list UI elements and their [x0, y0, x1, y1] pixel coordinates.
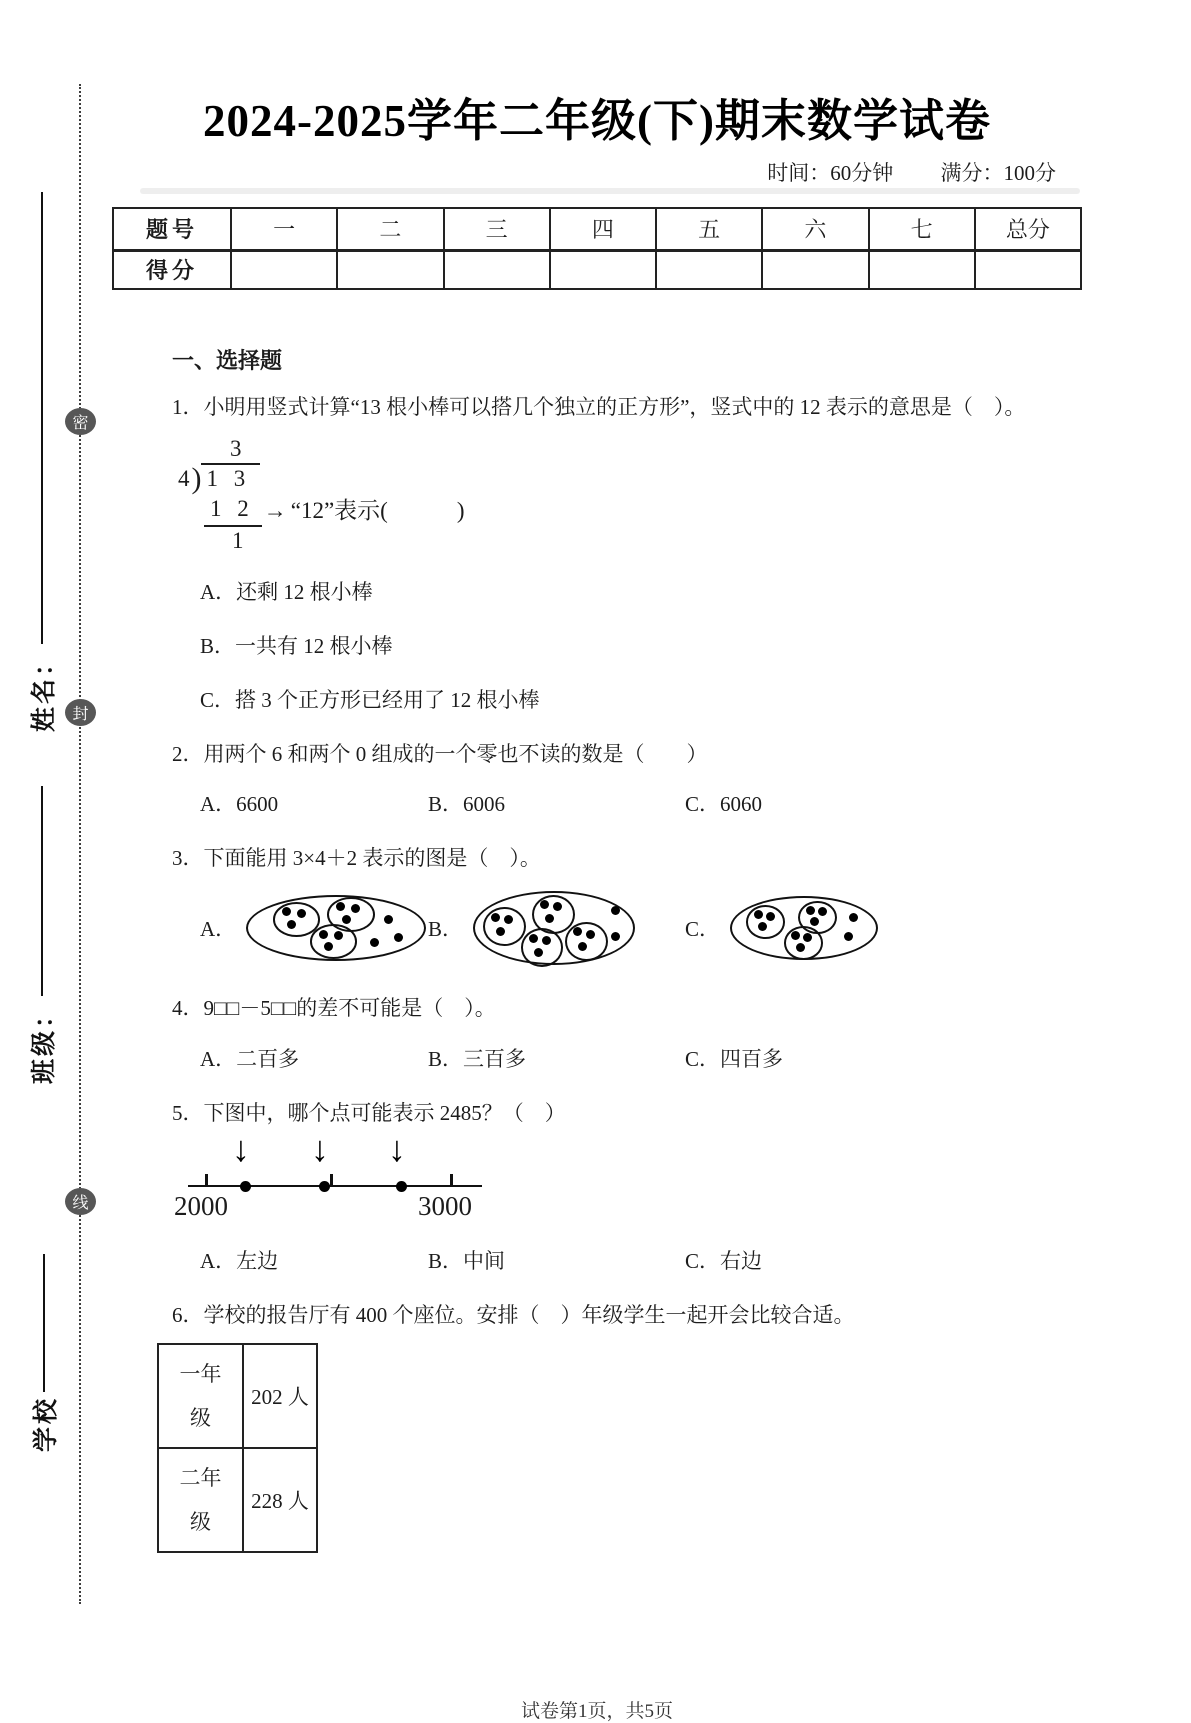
option-c	[200, 684, 1082, 714]
option-text: 搭 3 个正方形已经用了 12 根小棒	[235, 687, 540, 712]
dot	[342, 915, 351, 924]
dot	[282, 907, 291, 916]
option-b	[428, 1043, 685, 1073]
score-header-cell: 五	[656, 208, 762, 250]
score-header-cell: 题号	[113, 208, 231, 250]
option-label: A．	[200, 1248, 237, 1273]
option-a	[200, 1245, 428, 1275]
option-label: B．	[200, 633, 236, 658]
axis-label-2000: 2000	[174, 1190, 228, 1221]
dot-group-diagram	[246, 895, 426, 961]
division-product: 1 2	[204, 495, 262, 527]
score-value-row	[113, 250, 1081, 289]
division-quotient: 3	[230, 436, 242, 462]
school-blank-line	[43, 1254, 45, 1392]
seal-badge-mi	[65, 408, 96, 435]
score-table	[112, 207, 1082, 290]
diagram-b	[428, 891, 685, 965]
loose-dot	[611, 932, 620, 941]
division-remainder: 1	[232, 528, 244, 554]
option-label: A．	[200, 791, 237, 816]
score-header-cell: 总分	[975, 208, 1081, 250]
grade-cell: 二年级	[158, 1448, 243, 1552]
division-note: “12”表示( )	[290, 498, 465, 524]
score-row-label: 得分	[113, 250, 231, 289]
school-label: 学校	[33, 1395, 60, 1452]
point-right	[396, 1181, 407, 1192]
dot-circle	[310, 924, 358, 959]
table-row	[158, 1344, 317, 1448]
scan-artifact	[140, 188, 1080, 194]
name-field	[24, 192, 60, 732]
dot	[336, 902, 345, 911]
dot-circle	[746, 905, 785, 939]
seal-dotted-line	[79, 84, 81, 1604]
down-arrow-icon: ↓	[388, 1128, 406, 1169]
option-a	[200, 576, 1082, 606]
option-text: 中间	[463, 1248, 506, 1273]
diagram-label: C．	[685, 917, 721, 942]
diagram-a	[200, 895, 428, 961]
division-divisor: 4	[178, 466, 190, 492]
dot	[319, 930, 328, 939]
dot	[818, 907, 827, 916]
dot	[573, 927, 582, 936]
score-blank-cell	[975, 250, 1081, 289]
score-header-cell: 四	[550, 208, 656, 250]
dot	[553, 902, 562, 911]
question-5-text: 5．下图中，哪个点可能表示 2485？（ ）	[172, 1100, 566, 1125]
question-3-text: 3．下面能用 3×4＋2 表示的图是（ ）。	[172, 845, 541, 870]
score-blank-cell	[337, 250, 443, 289]
loose-dot	[844, 932, 853, 941]
option-text: 左边	[236, 1248, 279, 1273]
page-title: 2024-2025学年二年级(下)期末数学试卷	[203, 96, 991, 146]
score-header-cell: 七	[869, 208, 975, 250]
down-arrow-icon: ↓	[311, 1128, 329, 1169]
school-field	[26, 1254, 62, 1452]
tick-mark	[330, 1174, 333, 1186]
question-5-options	[200, 1245, 1082, 1275]
option-b	[428, 788, 685, 818]
number-line-figure	[174, 1128, 492, 1225]
option-label: B．	[428, 1248, 464, 1273]
arrow-right-icon: →	[263, 498, 287, 524]
option-label: B．	[428, 1046, 464, 1071]
option-c	[685, 788, 1082, 818]
diagram-c	[685, 896, 1082, 960]
division-dividend: 1 3	[201, 463, 261, 493]
class-blank-line	[41, 786, 43, 996]
option-label: B．	[428, 791, 464, 816]
division-row	[178, 463, 1082, 493]
dot	[810, 917, 819, 926]
division-bracket: )	[191, 461, 202, 495]
option-text: 6006	[463, 791, 506, 816]
axis-label-3000: 3000	[418, 1190, 472, 1221]
question-3-diagrams	[200, 888, 1082, 968]
loose-dot	[611, 906, 620, 915]
seal-char: 密	[72, 415, 89, 432]
dot-circle	[565, 922, 608, 961]
score-blank-cell	[762, 250, 868, 289]
question-2-options	[200, 788, 1082, 818]
diagram-label: B．	[428, 917, 464, 942]
dot	[542, 936, 551, 945]
section-heading: 一、选择题	[172, 348, 283, 373]
dot	[586, 930, 595, 939]
dot	[534, 948, 543, 957]
score-header-cell: 二	[337, 208, 443, 250]
diagram-label: A．	[200, 917, 237, 942]
option-text: 6060	[720, 791, 763, 816]
dot	[796, 943, 805, 952]
count-cell: 228 人	[243, 1448, 317, 1552]
number-line	[188, 1185, 482, 1188]
tick-mark	[205, 1174, 208, 1186]
dot	[297, 909, 306, 918]
option-label: C．	[685, 1046, 721, 1071]
point-middle	[319, 1181, 330, 1192]
option-label: C．	[200, 687, 236, 712]
dot	[491, 913, 500, 922]
time-limit: 时间：60分钟	[767, 161, 894, 185]
dot	[496, 927, 505, 936]
option-text: 四百多	[720, 1046, 784, 1071]
option-label: C．	[685, 1248, 721, 1273]
dot	[758, 922, 767, 931]
dot-group-diagram	[730, 896, 878, 960]
dot	[766, 912, 775, 921]
dot-circle	[521, 928, 564, 967]
score-header-cell: 三	[444, 208, 550, 250]
seal-char: 封	[72, 706, 89, 723]
full-score: 满分：100分	[940, 161, 1056, 185]
dot	[287, 920, 296, 929]
dot	[540, 900, 549, 909]
option-label: C．	[685, 791, 721, 816]
option-text: 右边	[720, 1248, 763, 1273]
exam-page	[112, 84, 1082, 1722]
loose-dot	[849, 913, 858, 922]
long-division-figure	[178, 435, 1082, 555]
option-c	[685, 1245, 1082, 1275]
dot	[803, 933, 812, 942]
down-arrow-icon: ↓	[232, 1128, 250, 1169]
question-1-text: 1．小明用竖式计算“13 根小棒可以搭几个独立的正方形”，竖式中的 12 表示的意思是（ ）。	[172, 395, 1026, 419]
option-text: 还剩 12 根小棒	[236, 579, 373, 604]
table-row	[158, 1448, 317, 1552]
dot-circle	[483, 907, 526, 946]
option-label: A．	[200, 1046, 237, 1071]
point-left	[240, 1181, 251, 1192]
score-blank-cell	[869, 250, 975, 289]
question-1-options	[200, 576, 1082, 714]
seal-char: 线	[72, 1195, 89, 1212]
question-2-text: 2．用两个 6 和两个 0 组成的一个零也不读的数是（ ）	[172, 741, 708, 766]
option-a	[200, 788, 428, 818]
dot-group-diagram	[473, 891, 635, 965]
name-blank-line	[41, 192, 43, 644]
option-text: 6600	[236, 791, 279, 816]
division-product-row	[178, 495, 1082, 527]
option-b	[428, 1245, 685, 1275]
loose-dot	[370, 938, 379, 947]
score-blank-cell	[231, 250, 337, 289]
option-text: 一共有 12 根小棒	[235, 633, 393, 658]
score-blank-cell	[656, 250, 762, 289]
dot	[351, 904, 360, 913]
loose-dot	[384, 915, 393, 924]
option-a	[200, 1043, 428, 1073]
dot	[578, 942, 587, 951]
grade-cell: 一年级	[158, 1344, 243, 1448]
dot	[324, 942, 333, 951]
dot	[334, 931, 343, 940]
count-cell: 202 人	[243, 1344, 317, 1448]
seal-badge-feng	[65, 699, 96, 726]
name-label: 姓名：	[31, 647, 58, 732]
option-text: 三百多	[463, 1046, 527, 1071]
dot	[545, 914, 554, 923]
question-4-text: 4．9□□－5□□的差不可能是（ ）。	[172, 996, 496, 1021]
dot	[791, 931, 800, 940]
dot	[806, 906, 815, 915]
exam-meta	[112, 157, 1082, 187]
dot-circle	[784, 926, 823, 960]
option-c	[685, 1043, 1082, 1073]
dot	[529, 934, 538, 943]
dot	[504, 915, 513, 924]
score-header-cell: 一	[231, 208, 337, 250]
tick-mark	[450, 1174, 453, 1186]
option-b	[200, 630, 1082, 660]
class-label: 班级：	[31, 999, 58, 1084]
grade-size-table	[157, 1343, 318, 1553]
question-6-text: 6．学校的报告厅有 400 个座位。安排（ ）年级学生一起开会比较合适。	[172, 1302, 855, 1327]
score-blank-cell	[550, 250, 656, 289]
seal-badge-xian	[65, 1188, 96, 1215]
loose-dot	[394, 933, 403, 942]
option-label: A．	[200, 579, 237, 604]
class-field	[24, 786, 60, 1084]
score-header-row	[113, 208, 1081, 250]
score-blank-cell	[444, 250, 550, 289]
dot	[754, 910, 763, 919]
page-footer: 试卷第1页，共5页	[520, 1701, 673, 1722]
question-4-options	[200, 1043, 1082, 1073]
option-text: 二百多	[236, 1046, 300, 1071]
score-header-cell: 六	[762, 208, 868, 250]
